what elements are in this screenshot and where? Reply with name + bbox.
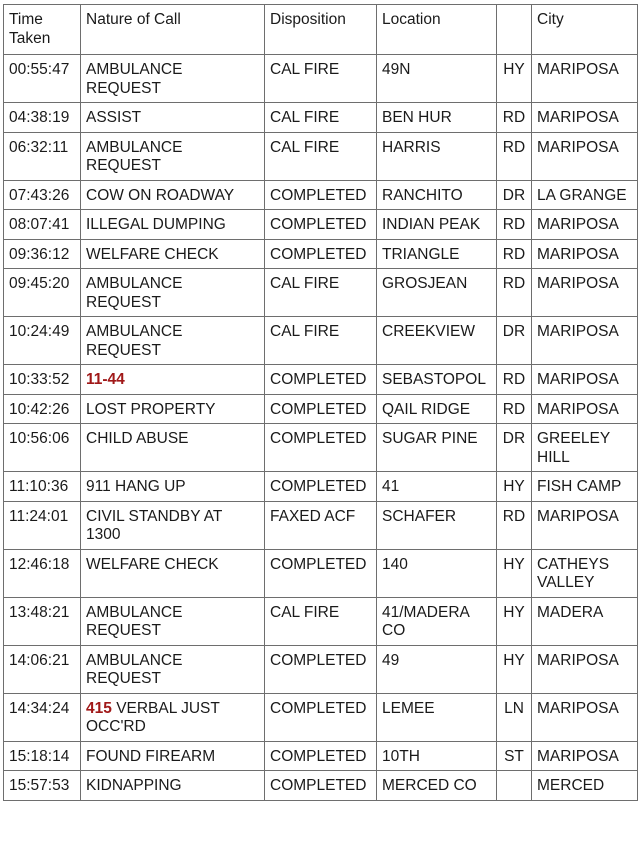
header-time: Time Taken [4,5,81,55]
cell-nature [81,365,265,395]
cell-suffix: RD [497,210,532,240]
cell-location: MERCED CO [377,771,497,801]
cell-disposition: COMPLETED [265,549,377,597]
cell-location: 49 [377,645,497,693]
cell-nature [81,103,265,133]
call-nature-text: FOUND FIREARM [86,747,216,765]
cell-time: 10:56:06 [4,424,81,472]
cell-suffix [497,771,532,801]
call-nature-text: ILLEGAL DUMPING [86,216,226,233]
cell-disposition: CAL FIRE [265,269,377,317]
call-nature-text: AMBULANCE REQUEST [86,603,183,639]
table-row [4,365,638,395]
cell-time: 06:32:11 [4,132,81,180]
header-suffix [497,5,532,55]
cell-location: TRIANGLE [377,239,497,269]
cell-city: LA GRANGE [532,180,638,210]
cell-nature [81,180,265,210]
cell-disposition: COMPLETED [265,365,377,395]
cell-suffix: DR [497,180,532,210]
cell-time: 08:07:41 [4,210,81,240]
cell-suffix: RD [497,269,532,317]
cell-time: 11:10:36 [4,472,81,502]
call-nature-text: WELFARE CHECK [86,555,219,573]
cell-suffix: RD [497,239,532,269]
cell-time: 10:42:26 [4,394,81,424]
cell-suffix: HY [497,597,532,645]
cell-location: 49N [377,55,497,103]
cell-disposition: COMPLETED [265,394,377,424]
cell-city: MARIPOSA [532,365,638,395]
table-row [4,269,638,317]
cell-city: CATHEYS VALLEY [532,549,638,597]
table-row [4,424,638,472]
cell-city: FISH CAMP [532,472,638,502]
cell-nature [81,424,265,472]
header-nature: Nature of Call [81,5,265,55]
cell-time: 00:55:47 [4,55,81,103]
table-row [4,741,638,771]
table-row [4,103,638,133]
cell-city: MARIPOSA [532,317,638,365]
cell-time: 14:34:24 [4,693,81,741]
cell-suffix: DR [497,317,532,365]
cell-disposition: CAL FIRE [265,55,377,103]
cell-disposition: CAL FIRE [265,317,377,365]
table-row [4,394,638,424]
cell-nature [81,501,265,549]
cell-city: MARIPOSA [532,239,638,269]
cell-disposition: FAXED ACF [265,501,377,549]
cell-disposition: COMPLETED [265,424,377,472]
call-log-table [3,4,638,801]
cell-time: 10:24:49 [4,317,81,365]
cell-nature [81,239,265,269]
cell-time: 13:48:21 [4,597,81,645]
table-row [4,549,638,597]
cell-city: MERCED [532,771,638,801]
cell-time: 10:33:52 [4,365,81,395]
cell-location: HARRIS [377,132,497,180]
table-row [4,771,638,801]
cell-city: GREELEY HILL [532,424,638,472]
table-row [4,645,638,693]
cell-nature [81,394,265,424]
table-row [4,55,638,103]
cell-nature [81,132,265,180]
cell-suffix: HY [497,645,532,693]
call-nature-text: CIVIL STANDBY AT 1300 [86,507,223,543]
cell-disposition: CAL FIRE [265,132,377,180]
table-row [4,472,638,502]
cell-time: 14:06:21 [4,645,81,693]
call-nature-text: LOST PROPERTY [86,400,216,418]
call-nature-text: COW ON ROADWAY [86,186,235,204]
call-nature-text: AMBULANCE REQUEST [86,323,183,359]
cell-city: MARIPOSA [532,269,638,317]
cell-location: CREEKVIEW [377,317,497,365]
cell-nature [81,55,265,103]
cell-time: 09:45:20 [4,269,81,317]
cell-time: 12:46:18 [4,549,81,597]
cell-disposition: COMPLETED [265,210,377,240]
cell-nature [81,771,265,801]
cell-nature [81,210,265,240]
header-location: Location [377,5,497,55]
cell-city: MARIPOSA [532,210,638,240]
cell-nature [81,549,265,597]
cell-suffix: DR [497,424,532,472]
call-code: 11-44 [86,371,125,388]
cell-suffix: RD [497,103,532,133]
table-row [4,693,638,741]
call-code: 415 [86,699,112,717]
table-row [4,317,638,365]
cell-location: SCHAFER [377,501,497,549]
call-nature-text: 911 HANG UP [86,478,186,495]
table-row [4,132,638,180]
cell-suffix: HY [497,549,532,597]
cell-nature [81,645,265,693]
call-nature-text: AMBULANCE REQUEST [86,138,183,174]
cell-nature [81,317,265,365]
cell-disposition: COMPLETED [265,693,377,741]
cell-location: GROSJEAN [377,269,497,317]
cell-time: 11:24:01 [4,501,81,549]
cell-nature [81,693,265,741]
cell-location: 10TH [377,741,497,771]
cell-disposition: CAL FIRE [265,597,377,645]
cell-location: INDIAN PEAK [377,210,497,240]
cell-nature [81,472,265,502]
cell-suffix: RD [497,501,532,549]
cell-disposition: COMPLETED [265,741,377,771]
cell-suffix: HY [497,472,532,502]
cell-location: 41 [377,472,497,502]
cell-time: 09:36:12 [4,239,81,269]
table-body [4,55,638,801]
cell-disposition: COMPLETED [265,645,377,693]
cell-location: SUGAR PINE [377,424,497,472]
cell-city: MARIPOSA [532,645,638,693]
table-row [4,210,638,240]
cell-nature [81,741,265,771]
cell-disposition: COMPLETED [265,472,377,502]
cell-city: MARIPOSA [532,693,638,741]
cell-city: MADERA [532,597,638,645]
cell-time: 15:57:53 [4,771,81,801]
cell-location: QAIL RIDGE [377,394,497,424]
call-nature-text: WELFARE CHECK [86,245,219,263]
cell-suffix: LN [497,693,532,741]
call-nature-text: AMBULANCE REQUEST [86,651,183,687]
cell-city: MARIPOSA [532,103,638,133]
cell-time: 04:38:19 [4,103,81,133]
cell-location: 140 [377,549,497,597]
cell-suffix: ST [497,741,532,771]
cell-city: MARIPOSA [532,394,638,424]
cell-disposition: COMPLETED [265,180,377,210]
cell-location: RANCHITO [377,180,497,210]
call-nature-text: AMBULANCE REQUEST [86,275,183,311]
cell-nature [81,269,265,317]
table-row [4,180,638,210]
header-disposition: Disposition [265,5,377,55]
cell-disposition: CAL FIRE [265,103,377,133]
call-nature-text: ASSIST [86,109,142,126]
call-nature-text: VERBAL JUST OCC'RD [86,699,220,735]
cell-suffix: RD [497,394,532,424]
call-nature-text: CHILD ABUSE [86,430,189,447]
cell-city: MARIPOSA [532,501,638,549]
table-row [4,239,638,269]
cell-location: SEBASTOPOL [377,365,497,395]
cell-location: LEMEE [377,693,497,741]
cell-suffix: HY [497,55,532,103]
cell-location: 41/MADERA CO [377,597,497,645]
table-row [4,597,638,645]
cell-suffix: RD [497,365,532,395]
header-city: City [532,5,638,55]
cell-time: 07:43:26 [4,180,81,210]
cell-suffix: RD [497,132,532,180]
cell-disposition: COMPLETED [265,771,377,801]
call-nature-text: AMBULANCE REQUEST [86,61,183,97]
cell-city: MARIPOSA [532,55,638,103]
cell-location: BEN HUR [377,103,497,133]
table-row [4,501,638,549]
call-nature-text: KIDNAPPING [86,777,182,794]
cell-disposition: COMPLETED [265,239,377,269]
cell-time: 15:18:14 [4,741,81,771]
cell-nature [81,597,265,645]
cell-city: MARIPOSA [532,132,638,180]
header-row [4,5,638,55]
cell-city: MARIPOSA [532,741,638,771]
